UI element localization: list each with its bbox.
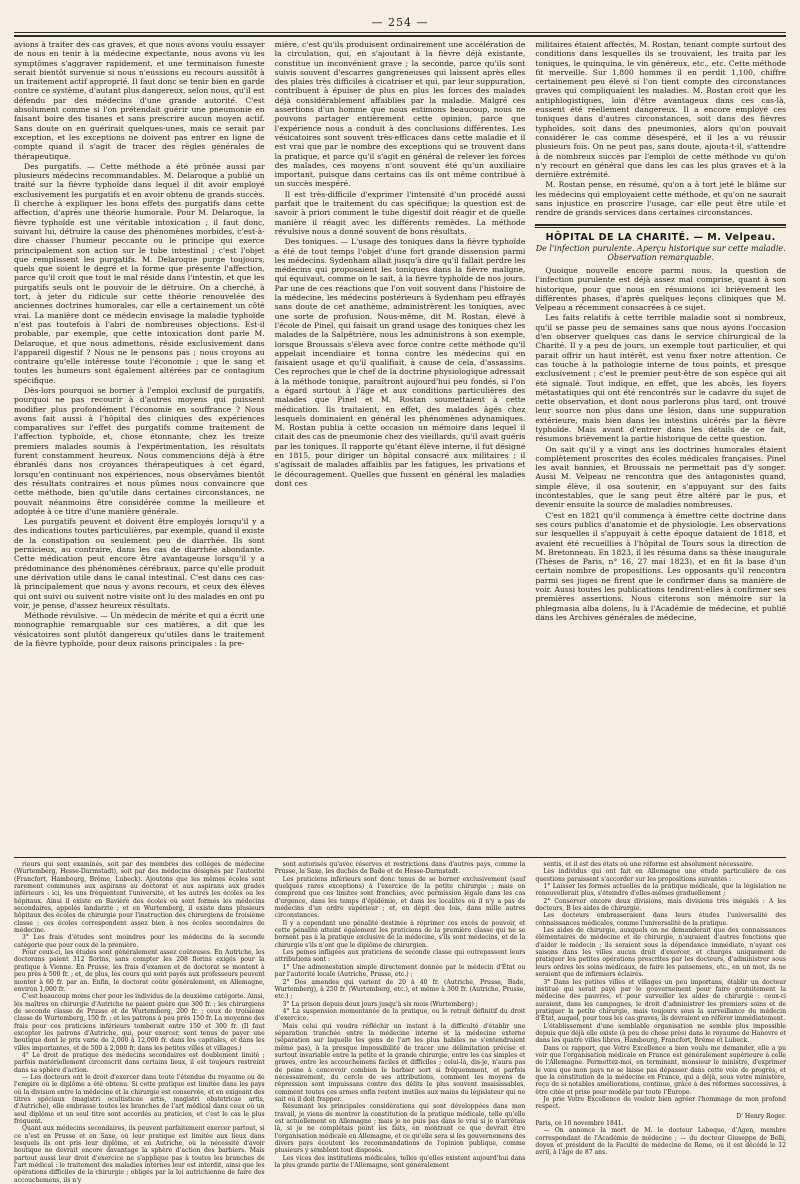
paragraph: Les individus qui ont fait en Allemagne une étude particulière de ces questions paraissent s'accorder sur les propositions suivantes : <box>535 868 787 883</box>
column-3 <box>535 40 786 852</box>
main-columns <box>14 40 786 852</box>
paragraph: Quoique nouvelle encore parmi nous, la question de l'infection purulente est déjà assez mal comprise, quant à son historique, pour que nous en résumions ici brièvement les différentes phases, d'après quelques leçons cliniques que M. Velpeau a récemment consacrées à ce sujet. <box>535 265 787 313</box>
signature: D' Henry Roger. <box>736 1112 787 1120</box>
paragraph: Des purgatifs. — Cette méthode a été prônée aussi par plusieurs médecins recommandables. M. Delaroque a publié un traité sur la fièvre typhoïde dans lequel il dit avoir employé exclusivement les purgatifs et en avoir obtenu de grands succès. Il cherche à expliquer les bons effets des purgatifs dans cette affection, d'après une théorie humorale. Pour M. Delaroque, la fièvre typhoïde est une véritable intoxication ; il faut donc, suivant lui, détruire la cause des phénomènes morbides, c'est-à-dire chasser l'humeur peccante ou le principe qui exerce principalement son action sur le tube intestinal ; c'est l'objet que remplissent les purgatifs. M. Delaroque purge toujours, quels que soient le degré et la forme que présente l'affection, parce qu'il croit que tout le mal réside dans l'intestin, et que les purgatifs seuls ont le pouvoir de le détruire. On a cherché, à tort, à jeter du ridicule sur cette théorie renouvelée des anciennes doctrines humorales, car elle a certainement un côté vrai. La manière dont ce médecin envisage la maladie typhoïde n'est pas toutefois à l'abri de nombreuses objections. Est-il probable, par exemple, que cette intoxication dont parle M. Delaroque, et que nous admettons, réside exclusivement dans l'appareil digestif ? Nous ne le pensons pas ; nous croyons au contraire qu'elle intéresse toute l'économie ; que le sang et toutes les humeurs sont également altérées par ce contagium spécifique. <box>14 161 265 385</box>
paragraph: militaires étaient affectés, M. Rostan, tenant compte surtout des conditions dans lesquelles ils se trouvaient, les traita par les toniques, le quinquina, le vin généreux, etc., etc. Cette méthode fit merveille. Sur 1,800 hommes il en perdit 1,100, chiffre certainement peu élevé si l'on tient compte des circonstances graves qui compliquaient les maladies. M. Rostan croit que les antiphlogistiques, loin d'être avantageux dans ces cas-là, eussent été réellement dangereux. Il a encore employé ces toniques dans d'autres circonstances, soit dans des fièvres typhoïdes, soit dans des pneumonies, alors qu'on pouvait considérer le cas comme désespéré, et il les a vu réussir plusieurs fois. On ne peut pas, sans doute, ajouta-t-il, s'attendre à de nombreux succès par l'emploi de cette méthode vu qu'on n'y recourt en général que dans les cas les plus graves et à la dernière extrémité. <box>535 40 787 180</box>
paragraph: Je prie Votre Excellence de vouloir bien agréer l'hommage de mon profond respect. <box>535 1096 787 1111</box>
paragraph: rieurs qui sont examinés, soit par des membres des colléges de médecine (Wurtemberg, Hesse-Darmstadt), soit par des médecins désignés par l'autorité (Francfort, Hambourg, Brême, Lubeck). Ajoutons que les mêmes écoles sont rarement communes aux aspirans au doctorat et aux aspirans aux grades inférieurs : ici, les uns fréquentent l'université, et les autres les écoles ou les hôpitaux. Ainsi il existe en Bavière des écoles où sont formés les médecins secondaires, appelés landarzte ; et en Wurtemberg, il existe dans plusieurs hôpitaux des écoles de chirurgie pour l'instruction des chirurgiens de troisième classe ; ces écoles correspondent assez bien à nos écoles secondaires de médecine. <box>14 861 265 935</box>
paragraph: L'établissement d'une semblable organisation ne semble plus impossible depuis que déjà elle existe (à peu de chose près) dans le royaume de Hanovre et dans les quatre villes libres, Hambourg, Francfort, Brême et Lubeck. <box>535 1022 787 1045</box>
paragraph: — On annonce la mort de M. le docteur Labeque, d'Agen, membre correspondant de l'Académie de médecine ; — du docteur Giuseppe de Belli, doyen et président de la Faculté de médecine de Rome, où il est décédé le 12 avril, à l'âge de 87 ans. <box>535 1127 787 1157</box>
paragraph: Il y a cependant une pénalité destinée à réprimer ces excès de pouvoir, et cette pénalité atteint également les praticiens de la première classe qui ne se bornent pas à la pratique exclusive de la médecine, s'ils sont médecins, et de la chirurgie s'ils n'ont que le diplôme de chirurgien. <box>274 919 526 949</box>
paragraph: 3° Dans les petites villes et villages un peu importans, établir un docteur institué qui serait payé par le gouvernement pour faire gratuitement la médecine des pauvres, et pour surveiller les aides de chirurgie : ceux-ci auraient, dans les campagnes, le droit d'administrer les premiers soins et de pratiquer la petite chirurgie, mais toujours sous la surveillance du médecin d'État, auquel, pour tous les cas graves, ils devraient en référer immédiatement. <box>535 978 787 1023</box>
paragraph: C'est en 1821 qu'il commença à émettre cette doctrine dans ses cours publics d'anatomie et de physiologie. Les observations sur lesquelles il s'appuyait à cette époque dataient de 1818, et avaient été recueillies à l'hôpital de Tours sous la direction de M. Bretonneau. En 1823, il les résuma dans sa thèse inaugurale (Thèses de Paris, n° 16, 27 mai 1823), et en fit la base d'un certain nombre de propositions. Les opposants qu'il rencontra parmi ses juges ne firent que le confirmer dans sa manière de voir. Aussi toutes les publications tendirent-elles à confirmer ses premières assertions. Nous citerons son mémoire sur la phlegmasia alba dolens, lu à l'Académie de médecine, et publié dans les Archives générales de médecine, <box>535 510 787 622</box>
page-number: — 254 — <box>371 16 429 29</box>
feuilleton-columns <box>14 861 787 1184</box>
paragraph: Dans ce rapport, que Votre Excellence a bien voulu me demander, elle a pu voir que l'organisation médicale en France est généralement supérieure à celle de l'Allemagne. Permettez-moi, en terminant, monsieur le ministre, d'exprimer le vœu que mon pays ne se laisse pas dépasser dans cette voie de progrès, et que la constitution de la médecine en France, qui a déjà, sous votre ministère, reçu de si notables améliorations, continue, grâce à des réformes successives, à être citée et prise pour modèle par toute l'Europe. <box>535 1044 787 1096</box>
paragraph: 1° Laisser les formes actuelles de la pratique médicale, que la législation ne renouvellerait plus, s'éteindre d'elles-mêmes graduellement ; <box>535 883 787 898</box>
paragraph: 4° Le droit de pratique des médecins secondaires est doublement limité ; parfois matériellement circonscrit dans certains lieux, il est toujours restreint dans sa sphère d'action. <box>14 1051 265 1074</box>
paragraph: 4° La suspension momentanée de la pratique, ou le retrait définitif du droit d'exercice. <box>274 1007 526 1023</box>
paragraph: sont autorisés qu'avec réserves et restrictions dans d'autres pays, comme la Prusse, la Saxe, les duchés de Bade et de Hesse-Darmstadt. <box>274 861 526 876</box>
paragraph: Les purgatifs peuvent et doivent être employés lorsqu'il y a des indications toutes particulières, par exemple, quand il existe de la constipation ou seulement peu de diarrhée. Ils sont pernicieux, au contraire, dans les cas de diarrhée abondante. Cette médication peut encore être avantageuse lorsqu'il y a prédominance des phénomènes cérébraux, parce qu'elle produit une dérivation utile dans le canal intestinal. C'est dans ces cas-là principalement que nous y avons recours, et ceux des élèves qui ont suivi ou suivent notre visite ont lu des malades en ont pu voir, je pense, d'assez heureux résultats. <box>14 517 265 610</box>
paragraph: Résumant les principales considérations qui sont développées dans mon travail, je viens de montrer la constitution de la pratique médicale, telle qu'elle est actuellement en Allemagne ; mais je ne puis pas dans le vrai si je n'arrêtais là, si je ne complétais point les faits, en montrant ce que devrait être l'organisation médicale en Allemagne, et ce qu'elle sera si les gouvernemens des divers pays écoutent les recommandations de l'opinion publique, comme plusieurs y semblent tout disposés. <box>274 1103 526 1155</box>
section-subtitle: De l'infection purulente. Aperçu historique sur cette maladie. Observation remarquable. <box>535 243 786 263</box>
header-rule <box>14 32 786 33</box>
paragraph: Des toniques. — L'usage des toniques dans la fièvre typhoïde a été de tout temps l'objet d'une fort grande dissension parmi les médecins. Sydenham allait jusqu'à dire qu'il fallait perdre les médecins qui proposaient les toniques dans la fièvre maligne, qui équivaut, comme on le sait, à la fièvre typhoïde de nos jours. Par une de ces réactions que l'on voit souvent dans l'histoire de la médecine, les médecins postérieurs à Sydenham peu effrayés sans doute de cet anathème, administrèrent les toniques, avec une sorte de profusion. Nous-même, dit M. Rostan, élevé à l'école de Pinel, qui faisait un grand usage des toniques chez les malades de la Salpêtrière, nous les administrons à son exemple, lorsque Broussais s'éleva avec force contre cette méthode qu'il appelait incendiaire et tonna contre les médecins qui en faisaient usage et qu'il qualifiait, à cause de cela, d'assassins. Ces reproches que le chef de la doctrine physiologique adressait à la méthode tonique, paraîtront aujourd'hui peu fondés, si l'on a égard surtout à l'âge et aux conditions particulières des malades que Pinel et M. Rostan soumettaient à cette médication. Ils traitaient, en effet, des malades âgés chez lesquels dominaient en général les phénomènes adynamiques. M. Rostan publia à cette occasion un mémoire dans lequel il citait des cas de pneumonie chez des vieillards, qu'il avait guéris par les toniques. Il rapporte qu'étant élève interne, il fut désigné en 1815, pour diriger un hôpital consacré aux militaires ; il s'agissait de malades affaiblis par les fatigues, les privations et le découragement. Quelles que fussent en général les maladies dont ces <box>274 237 526 488</box>
paragraph: Dès-lors pourquoi se borner à l'emploi exclusif de purgatifs, pourquoi ne pas recourir à d'autres moyens qui puissent modifier plus profondément l'économie en souffrance ? Nous avons fait aussi à l'hôpital des cliniques des expériences comparatives sur l'effet des purgatifs comme traitement de l'affection typhoïde, et, chose étonnante, chez les treize premiers malades soumis à l'expérimentation, les résultats furent constamment heureux. Nous commencions déjà à être ébranlés dans nos croyances thérapeutiques à cet égard, lorsqu'en continuant nos expériences, nous observâmes bientôt des résultats contraires et nous pûmes nous convaincre que cette méthode, bien qu'utile dans certaines circonstances, ne pouvait néanmoins être considérée comme la meilleure et adoptée à ce titre d'une manière générale. <box>14 385 265 516</box>
paragraph: 2° Des amendes qui varient de 20 à 40 fr. (Autriche, Prusse, Bade, Wurtemberg), à 250 fr. (Wurtemberg, etc.), et même à 300 fr. (Autriche, Prusse, etc.) ; <box>274 978 526 1001</box>
paragraph: On sait qu'il y a vingt ans les doctrines humorales étaient complètement proscrites des écoles médicales françaises. Pinel les avait bannies, et Broussais ne permettait pas d'y songer. Aussi M. Velpeau ne rencontra que des antagonistes quand, simple élève, il osa soutenir, en s'appuyant sur des faits incontestables, que le sang peut être altéré par le pus, et devenir ensuite la source de maladies nombreuses. <box>535 444 787 510</box>
paragraph: avions à traiter des cas graves, et que nous avons voulu essayer de nous en tenir à la médecine expectante, nous avons vu les symptômes s'aggraver rapidement, et une terminaison funeste serait bientôt survenue si nous n'eussions eu recours aussitôt à un traitement actif approprié. Il faut donc se tenir bien en garde contre ce système, d'autant plus dangereux, selon nous, qu'il est défendu par des médecins d'une grande autorité. C'est absolument comme si l'on prétendait guérir une pneumonie en faisant boire des tisanes et sans prescrire aucun moyen actif. Sans doute on en guérirait quelques-unes, mais ce serait par exception, et les exceptions ne doivent pas entrer en ligne de compte quand il s'agit de tracer des règles générales de thérapeutique. <box>14 40 265 161</box>
header-rule-thick <box>14 35 786 37</box>
paragraph: Les peines infligées aux praticiens de seconde classe qui outrepassent leurs attributions sont : <box>274 949 526 964</box>
date-line: Paris, ce 10 novembre 1841. <box>535 1120 624 1128</box>
paragraph: Les docteurs embrasseraient dans leurs études l'universalité des connaissances médicales, comme l'universalité de la pratique. <box>535 912 787 927</box>
paragraph: C'est beaucoup moins cher pour les individus de la deuxième catégorie. Ainsi, les maîtres en chirurgie d'Autriche ne paient guère que 300 fr. ; les chirurgiens de seconde classe de Prusse et de Wurtemberg, 200 fr. ; ceux de troisième classe de Wurtemberg, 150 fr. ; et les patrons à peu près 150 fr. La moyenne des frais pour ces praticiens inférieurs tomberait entre 150 et 300 fr. (Il faut excepter les patrons d'Autriche, qui, pour exercer, sont tenus de payer une boutique dont le prix varie de 2,000 à 12,000 fr. dans les capitales, et dans les villes importantes, et de 500 à 2,000 fr. dans les petites villes et villages.) <box>14 993 265 1052</box>
feuilleton-column-2 <box>274 861 526 1170</box>
paragraph: Méthode révulsive. — Un médecin de mérite et qui a écrit une monographie remarquable sur ces matières, a dit que les vésicatoires sont plutôt dangereux qu'utiles dans le traitement de la fièvre typhoïde, pour deux raisons principales : la pre- <box>14 611 265 648</box>
column-2 <box>275 40 526 852</box>
paragraph: Les vices des institutions médicales, telles qu'elles existent aujourd'hui dans la plus grande partie de l'Allemagne, sont généralement <box>274 1154 526 1170</box>
paragraph: sentis, et il est des états où une réforme est absolument nécessaire. <box>543 861 754 868</box>
feuilleton-rule <box>14 857 786 858</box>
column-1 <box>14 40 265 852</box>
section-title: HÔPITAL DE LA CHARITÉ. — M. Velpeau. <box>545 231 776 243</box>
paragraph: Pour ceux-ci, les études sont généralement assez coûteuses. En Autriche, les doctorans paient 312 florins, sans compter les 208 florins exigés pour la pratique à Vienne. En Prusse, les frais d'examen et de doctorat se montent à peu près à 500 fr. ; et, de plus, les cours qui sont payés aux professeurs peuvent monter à 60 fr. par an. Enfin, le doctorat coûte généralement, en Allemagne, environ 1,000 fr. <box>14 949 265 993</box>
paragraph: 3° La prison depuis deux jours jusqu'à six mois (Wurtemberg) ; <box>282 1000 478 1008</box>
paragraph: Quant aux médecins secondaires, ils peuvent parfaitement exercer partout, si ce n'est en Prusse et en Saxe, où leur pratique est limitée aux lieux dans lesquels ils ont pris leur diplôme, et en Autriche, où la nécessité d'avoir boutique ne devrait encore davantage la sphère d'action des barbiers. Mais partout aussi leur droit d'exercice ne s'applique pas à toutes les branches de l'art médical : le traitement des maladies internes leur est interdit, ainsi que les opérations difficiles de la chirurgie ; obligés par la loi autrichienne de faire des accouchemens, ils n'y <box>14 1125 265 1184</box>
paragraph: 1° Une admonestation simple directement donnée par le médecin d'État ou par l'autorité locale (Autriche, Prusse, etc.) ; <box>274 963 526 979</box>
paragraph: Les praticiens inférieurs sont donc tenus de se borner exclusivement (sauf quelques rares exceptions) à l'exercice de la petite chirurgie ; mais on comprend que ces limites sont franchies, avec permission légale dans les cas d'urgence, dans les temps d'épidémie, et dans les localités où il n'y a pas de médecins d'un ordre supérieur ; et, en dépit des lois, dans mille autres circonstances. <box>274 875 526 920</box>
feuilleton-column-3 <box>535 861 787 1157</box>
section-rule-thin <box>535 227 786 228</box>
paragraph: — Les docteurs ont le droit d'exercer dans toute l'étendue du royaume ou de l'empire où le diplôme a été obtenu. Si cette pratique est limitée dans les pays où la division entre la médecine et la chirurgie est conservée, et en exigeant des titres spéciaux (magistri ocultisticae artis, magistri obstetricae artis, d'Autriche), elle embrasse toutes les branches de l'art médical dans ceux où un seul diplôme et un seul titre sont accordés au praticien, et c'est le cas le plus fréquent. <box>14 1073 265 1126</box>
paragraph: Il est très-difficile d'exprimer l'intensité d'un procédé aussi parfait que le traitement du cas spécifique; la question est de savoir à priori comment le tube digestif doit réagir et de quelle manière il réagit avec les différents remèdes. La méthode révulsive nous a donné souvent de bons résultats. <box>274 189 526 236</box>
paragraph: Mais celui qui voudra réfléchir un instant à la difficulté d'établir une séparation tranchée entre la médecine interne et la médecine externe (séparation sur laquelle les gens de l'art les plus habiles ne s'entendraient même pas), à la presque impossibilité de tracer une délimitation précise et surtout invariable entre la petite et la grande chirurgie, entre les cas simples et graves, entre les accouchemens faciles et difficiles ; celui-là, dis-je, n'aura pas de peine à concevoir combien le barbier sort si fréquemment, et parfois nécessairement, du cercle de ses attributions, comment les moyens de répression sont impuissans contre des délits le plus souvent insaisissables, comment toutes ces armes enfin restent inutiles aux mains du législateur qui ne sait où il doit frapper. <box>274 1022 526 1103</box>
paragraph: M. Rostan pense, en résumé, qu'on a à tort jeté le blâme sur les médecins qui employaient cette méthode, et qu'on ne saurait sans injustice en proscrire l'usage, car elle peut être utile et rendre de grands services dans certaines circonstances. <box>535 180 787 218</box>
paragraph: mière, c'est qu'ils produisent ordinairement une accélération de la circulation, qui, en s'ajoutant à la fièvre déjà existante, constitue un inconvénient grave ; la seconde, parce qu'ils sont suivis souvent d'escarres gangreneuses qui laissent après elles des plaies très difficiles à cicatriser et qui, par leur suppuration, contribuent à épuiser de plus en plus les forces des malades déjà considérablement affaiblies par la maladie. Malgré ces assertions d'un homme que nous estimons beaucoup, nous ne pouvons partager entièrement cette opinion, parce que l'expérience nous a conduit à des conclusions différentes. Les vésicatoires sont souvent très-efficaces dans cette maladie et il est vrai que par le nombre des exceptions qui se trouvent dans la pratique, et parce qu'il s'agit en général de relever les forces des malades, ces moyens n'ont souvent été qu'un auxiliaire important, puisque dans certains cas ils ont même contribué à un succès inespéré. <box>274 40 526 189</box>
paragraph: Les faits relatifs à cette terrible maladie sont si nombreux, qu'il se passe peu de semaines sans que nous ayons l'occasion d'en observer quelques cas dans le service chirurgical de la Charité. Il y a peu de jours, un exemple tout particulier, et qui parait offrir un haut intérêt, est venu fixer notre attention. Ce cas touche à la pathologie interne de tous points, et presque exclusivement ; c'est le premier peut-être de son espèce qui ait été signalé. Tout indique, en effet, que les abcès, les foyers métastatiques qui ont été rencontrés sur le cadavre du sujet de cette observation, et dont nous parlerons plus tard, ont trouvé leur source non plus dans une lésion, dans une suppuration extérieure, mais bien dans les intestins ulcérés par la fièvre typhoïde. Mais avant d'entrer dans les détails de ce fait, résumons brièvement la partie historique de cette question. <box>535 313 787 444</box>
feuilleton-column-1 <box>14 861 265 1184</box>
page-header <box>14 16 786 40</box>
paragraph: 3° Les frais d'études sont moindres pour les médecins de la seconde catégorie que pour ceux de la première. <box>14 934 265 949</box>
paragraph: 2° Conserver encore deux divisions, mais divisions très inégales : A les docteurs, B les aides de chirurgie. <box>535 897 787 913</box>
paragraph: Les aides de chirurgie, auxquels on ne demanderait que des connaissances élémentaires de médecine et de chirurgie, n'auraient d'autres fonctions que d'aider le médecin ; ils seraient sous la dépendance immédiate, n'ayant ces saisons dans les villes aucun droit d'exercer, et chargés uniquement de pratiquer les petites opérations prescrites par les docteurs, d'administrer sous leurs ordres les soins médicaux, de faire les pansemens, etc., en un mot, ils ne seraient que de infirmiers éclairés. <box>535 927 787 979</box>
section-rule <box>535 224 786 226</box>
